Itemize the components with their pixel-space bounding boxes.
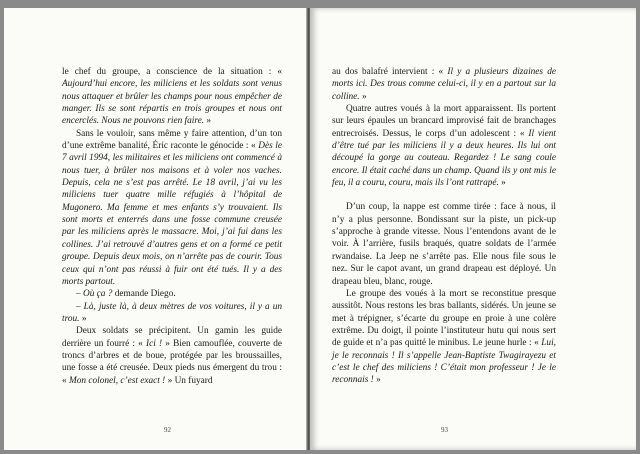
paragraph: Sans le vouloir, sans même y faire attention, d’un ton d’une extrême banalité, Éric raconte le génocide : « Dès le 7 avril 1994, les militaires et les miliciens ont commencé à nous tuer, à brûler nos maisons et à voler nos vaches. Depuis, cela ne s’est pas arrêté. Le 18 avril, j’ai vu les miliciens tuer quatre mille réfugiés à l’hôpital de Mugonero. Ma femme et mes enfants s’y trouvaient. Ils sont morts et enterrés dans une fosse commune creusée par les miliciens après le massacre. Moi, j’ai fui dans les collines. J’ai retrouvé d’autres gens et on a formé ce petit groupe. Depuis deux mois, on n’arrête pas de courir. Tous ceux qui n’ont pas réussi à fuir ont été tués. Il y a des morts partout. xyxy=(62,128,282,287)
paragraph: D’un coup, la nappe est comme tirée : face à nous, il n’y a plus personne. Bondissant sur la piste, un pick-up s’approche à grande vitesse. Nous l’entendons avant de le voir. À l’arrière, fusils braqués, quatre soldats de l’armée rwandaise. La Jeep ne s’arrête pas. Elle nous file sous le nez. Sur le capot avant, un grand drapeau est déployé. Un drapeau bleu, blanc, rouge. xyxy=(332,202,556,287)
paragraph: Quatre autres voués à la mort apparaissent. Ils portent sur leurs épaules un brancard improvisé fait de branchages entrecroisés. Dessus, le corps d’un adolescent : « Il vient d’être tué par les miliciens il y a deux heures. Ils lui ont découpé la gorge au couteau. Regardez ! Le sang coule encore. Il était caché dans un champ. Quand ils y ont mis le feu, il a couru, couru, mais ils l’ont rattrapé. » xyxy=(332,104,556,189)
left-page-text xyxy=(62,66,282,387)
paragraph: au dos balafré intervient : « Il y a plusieurs dizaines de morts ici. Des trous comme celui-ci, il y en a partout sur la colline. » xyxy=(332,67,556,102)
paragraph: Le groupe des voués à la mort se reconstitue presque aussitôt. Nous restons les bras ballants, sidérés. Un jeune se met à trépigner, s’écarte du groupe en proie à une colère extrême. Du doigt, il pointe l’instituteur hutu qui nous sert de guide et n’a pas quitté le minibus. Le jeune hurle : « Lui, je le reconnais ! Il s’appelle Jean-Baptiste Twagirayezu et c’est le chef des miliciens ! C’était mon professeur ! Je le reconnais ! » xyxy=(332,288,556,386)
right-page xyxy=(310,8,636,450)
paragraph: – Où ça ? demande Diego. xyxy=(76,289,176,300)
left-page xyxy=(4,8,308,450)
page-number: 93 xyxy=(441,426,448,434)
paragraph: le chef du groupe, a conscience de la situation : « Aujourd’hui encore, les miliciens et les soldats sont venus nous attaquer et brûler les champs pour nous empêcher de manger. Ils se sont répartis en trois groupes et nous ont encerclés. Nous ne pouvons rien faire. » xyxy=(62,67,282,127)
page-number: 92 xyxy=(164,426,171,434)
paragraph: – Là, juste là, à deux mètres de vos voitures, il y a un trou. » xyxy=(62,301,283,324)
paragraph: Deux soldats se précipitent. Un gamin les guide derrière un fourré : « Ici ! » Bien camouflée, couverte de troncs d’arbres et de boue, protégée par les broussailles, une fosse a été creusée. Deux pieds nus émergent du trou : « Mon colonel, c’est exact ! » Un fuyard xyxy=(62,326,282,386)
right-page-text xyxy=(332,66,556,387)
